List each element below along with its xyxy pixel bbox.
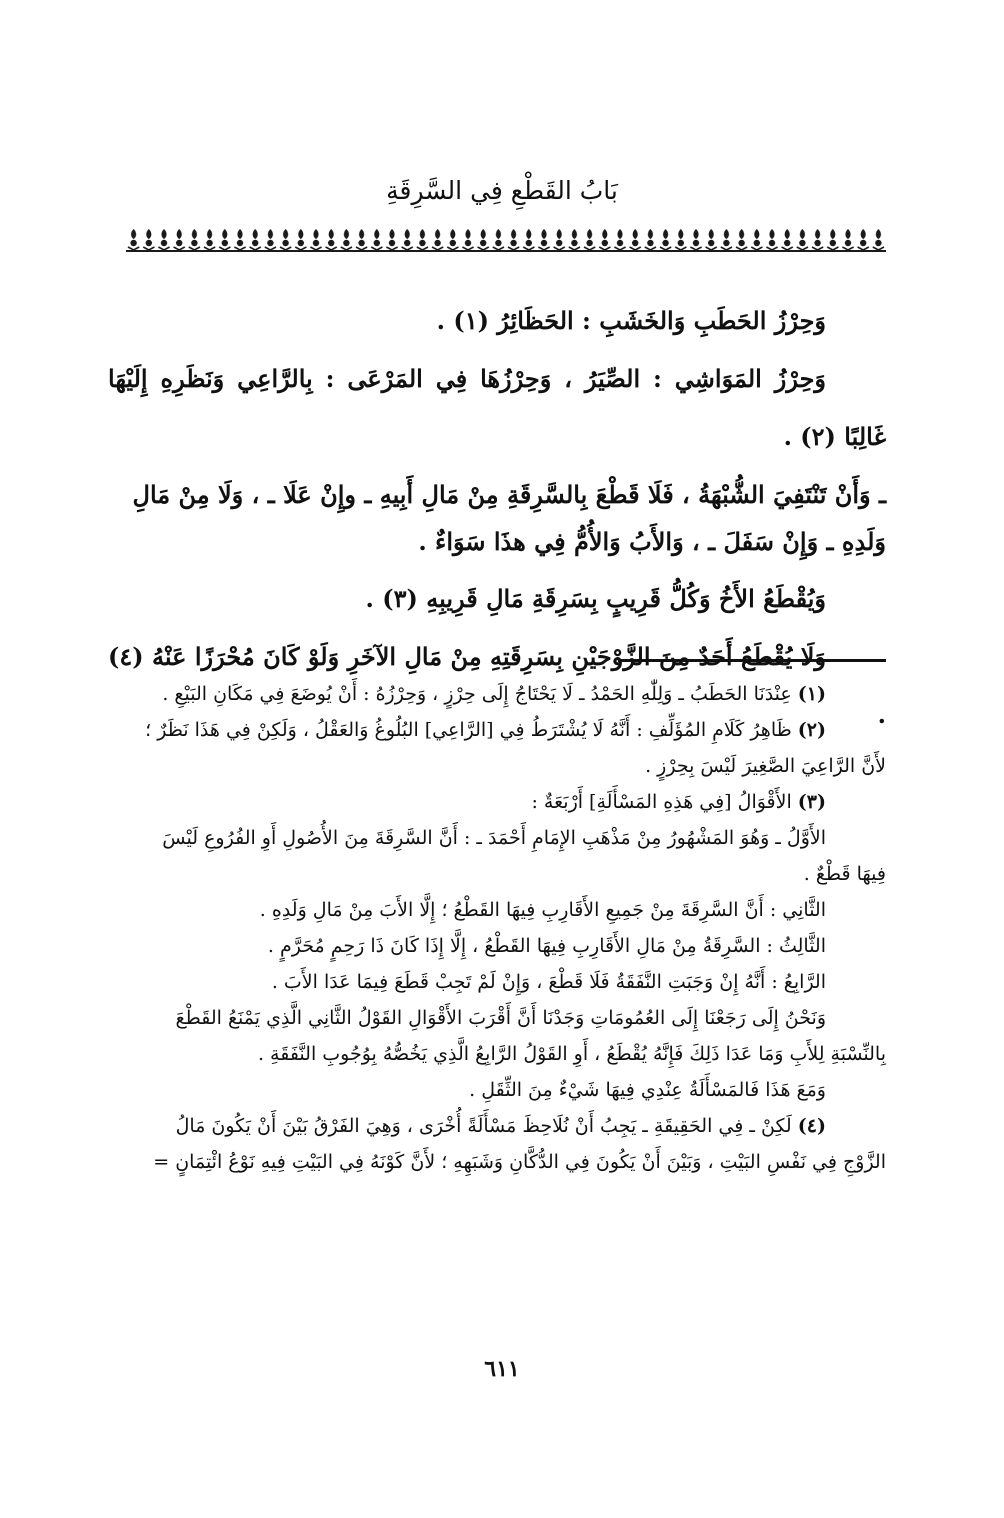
footnotes xyxy=(108,676,886,1180)
footnote-text: عِنْدَنَا الحَطَبُ ـ وَلِلّٰهِ الحَمْدُ ـ لَا يَحْتَاجُ إِلَى حِرْزٍ ، وَحِرْزُهُ : أَنْ يُوضَعَ فِي مَكَانِ البَيْعِ . xyxy=(162,683,792,705)
ornament-border xyxy=(126,226,886,252)
footnote-text: الأَقْوَالُ [فِي هَذِهِ المَسْأَلَةِ] أَرْبَعَةٌ : xyxy=(531,791,792,813)
main-paragraph: وَلَا يُقْطَعُ أَحَدٌ مِنَ الزَّوْجَيْنِ بِسَرِقَتِهِ مِنْ مَالِ الآخَرِ وَلَوْ كَانَ مُحْرَزًا عَنْهُ (٤) . xyxy=(108,642,886,729)
footnote-opinion-1: الأَوَّلُ ـ وَهُوَ المَشْهُورُ مِنْ مَذْهَبِ الإِمَامِ أَحْمَدَ ـ : أَنَّ السَّرِقَةَ مِنَ الأُصُولِ أَوِ الفُرُوعِ لَيْسَ xyxy=(162,827,826,849)
footnote-text: ظَاهِرُ كَلَامِ المُؤَلِّفِ : أَنَّهُ لَا يُشْتَرَطُ فِي [الرَّاعِي] البُلُوغُ وَالعَقْلُ ، وَلَكِنْ فِي هَذَا نَظَرٌ ؛ xyxy=(145,719,792,741)
footnote-opinion-2: الثَّانِي : أَنَّ السَّرِقَةَ مِنْ جَمِيعِ الأَقَارِبِ فِيهَا القَطْعُ ؛ إِلَّا الأَبَ مِنْ مَالِ وَلَدِهِ . xyxy=(259,899,826,921)
page-number: ٦١١ xyxy=(484,1356,520,1382)
footnote-opinion-3: الثَّالِثُ : السَّرِقَةُ مِنْ مَالِ الأَقَارِبِ فِيهَا القَطْعُ ، إِلَّا إِذَا كَانَ ذَا رَحِمٍ مُحَرَّمٍ . xyxy=(267,935,826,957)
footnote-continuation: فِيهَا قَطْعٌ . xyxy=(803,863,886,885)
footnote-text: لَكِنْ ـ فِي الحَقِيقَةِ ـ يَجِبُ أَنْ نُلَاحِظَ مَسْأَلَةً أُخْرَى ، وَهِيَ الفَرْقُ بَيْنَ أَنْ يَكُونَ مَالُ xyxy=(175,1115,792,1137)
footnote-number: (٣) xyxy=(797,791,826,813)
footnote-3 xyxy=(108,784,886,820)
footnote-1 xyxy=(108,676,886,712)
footnote-continuation: بِالنِّسْبَةِ لِلأَبِ وَمَا عَدَا ذَلِكَ فَإِنَّهُ يُقْطَعُ ، أَوِ القَوْلُ الرَّابِعُ الَّذِي يَخُصُّهُ بِوُجُوبِ النَّفَقَةِ . xyxy=(257,1043,886,1065)
footnote-paragraph: وَمَعَ هَذَا فَالمَسْأَلَةُ عِنْدِي فِيهَا شَيْءٌ مِنَ الثِّقَلِ . xyxy=(469,1079,826,1101)
footnote-opinion-4: الرَّابِعُ : أَنَّهُ إِنْ وَجَبَتِ النَّفَقَةُ فَلَا قَطْعَ ، وَإِنْ لَمْ تَجِبْ قَطَعَ فِيمَا عَدَا الأَبَ . xyxy=(271,971,826,993)
footnote-number: (٤) xyxy=(797,1115,826,1137)
page-title: بَابُ القَطْعِ فِي السَّرِقَةِ xyxy=(386,176,618,205)
footnote-number: (١) xyxy=(797,683,826,705)
footnote-continuation: الزَّوْجِ فِي نَفْسِ البَيْتِ ، وَبَيْنَ أَنْ يَكُونَ فِي الدُّكَّانِ وَشَبَهِهِ ؛ لأَنَّ كَوْنَهُ فِي البَيْتِ فِيهِ نَوْعُ ائْتِمَانٍ = xyxy=(153,1151,886,1173)
main-paragraph: ـ وَأَنْ تَنْتَفِيَ الشُّبْهَةُ ، فَلَا قَطْعَ بِالسَّرِقَةِ مِنْ مَالِ أَبِيهِ ـ وإِنْ عَلَا ـ ، وَلَا مِنْ مَالِ xyxy=(132,480,886,509)
footnote-separator xyxy=(618,659,886,662)
footnote-paragraph: وَنَحْنُ إِلَى رَجَعْنَا إِلَى العُمُومَاتِ وَجَدْنَا أَنَّ أَقْرَبَ الأَقْوَالِ القَوْلُ الثَّانِي الَّذِي يَمْنَعُ القَطْعَ xyxy=(175,1007,826,1029)
footnote-2 xyxy=(108,712,886,748)
footnote-number: (٢) xyxy=(797,719,826,741)
footnote-4 xyxy=(108,1108,886,1144)
footnote-continuation: لأَنَّ الرَّاعِيَ الصَّغِيرَ لَيْسَ بِحِرْزٍ . xyxy=(645,755,886,777)
main-paragraph: وَحِرْزُ الحَطَبِ وَالخَشَبِ : الحَظَائِرُ (١) . xyxy=(436,306,826,335)
main-paragraph: وَلَدِهِ ـ وَإِنْ سَفَلَ ـ ، وَالأَبُ وَالأُمُّ فِي هذَا سَوَاءٌ . xyxy=(418,527,886,556)
main-paragraph: وَيُقْطَعُ الأَخُ وَكُلُّ قَرِيبٍ بِسَرِقَةِ مَالِ قَرِيبِهِ (٣) . xyxy=(365,584,826,613)
main-paragraph: وَحِرْزُ المَوَاشِي : الصِّيَرُ ، وَحِرْزُهَا فِي المَرْعَى : بِالرَّاعِي وَنَظَرِهِ إِلَيْهَا غَالِبًا (٢) . xyxy=(108,364,886,451)
